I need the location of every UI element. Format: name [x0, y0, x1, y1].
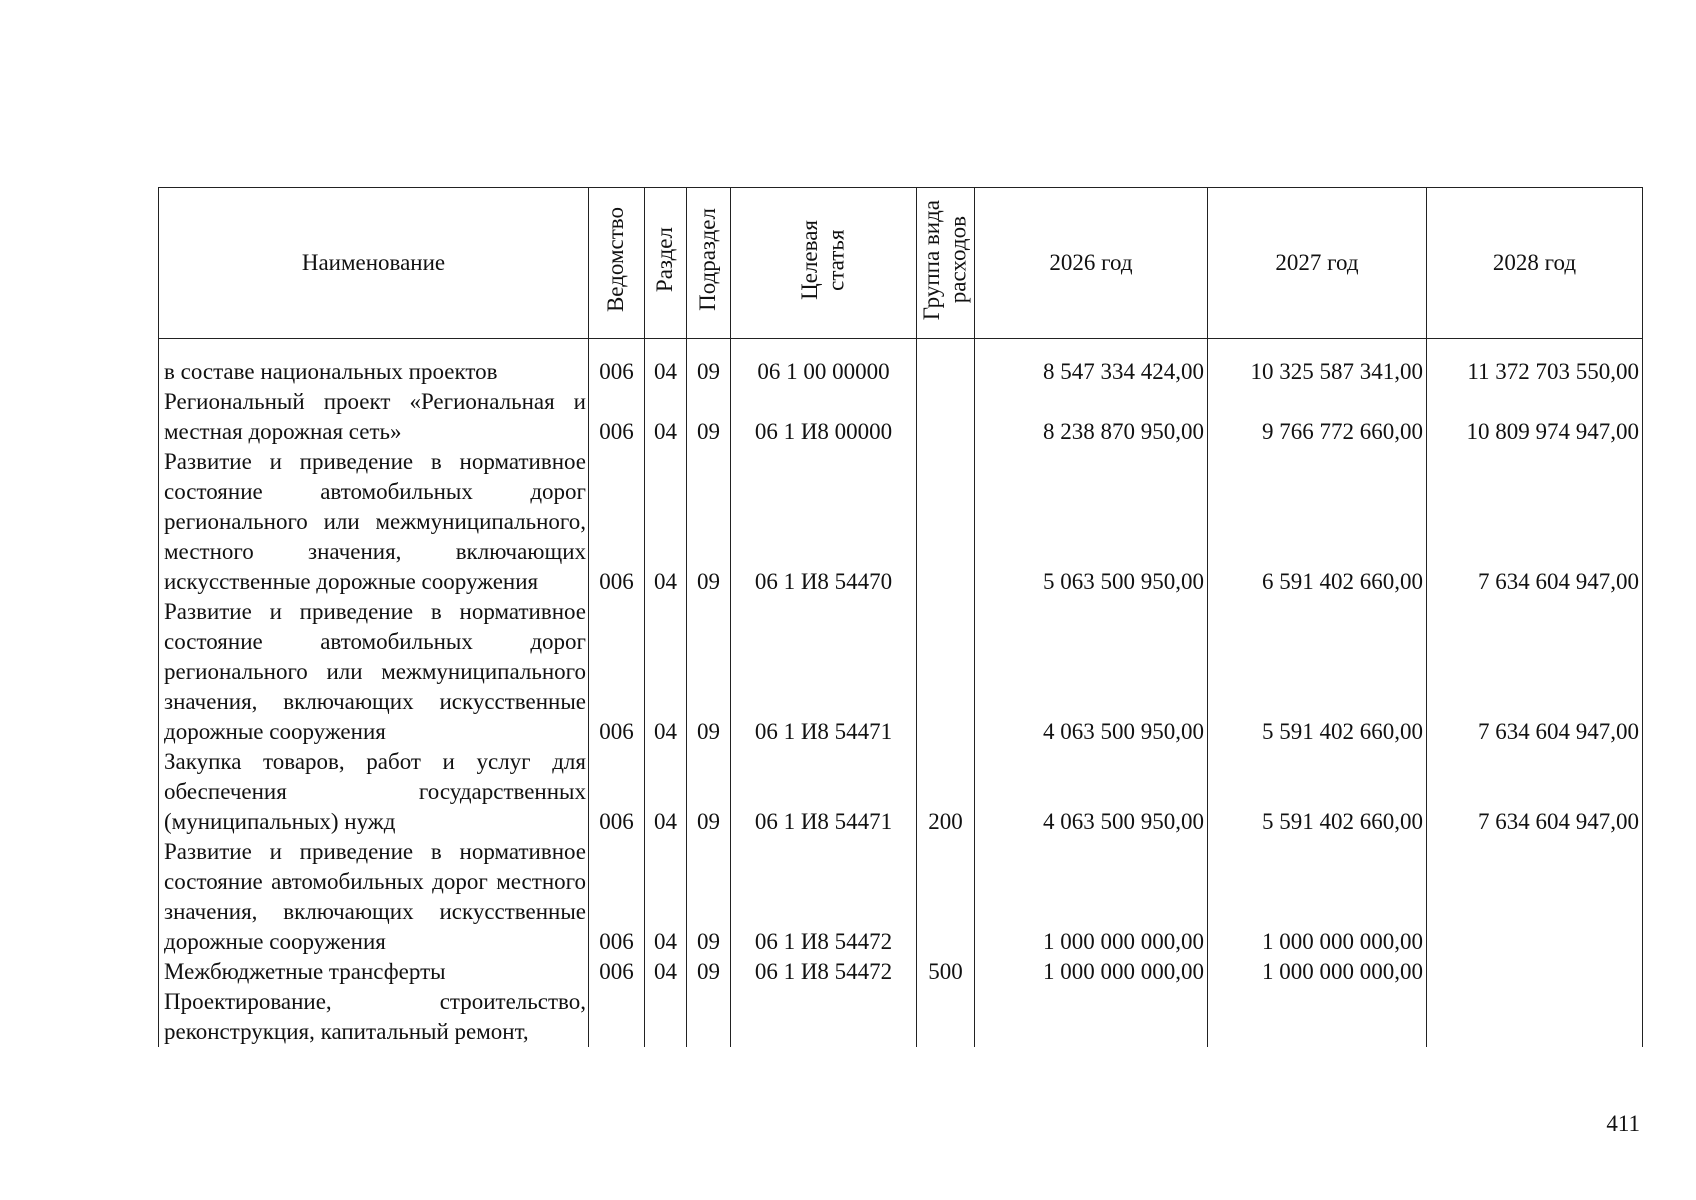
- cell-section: 04: [645, 447, 687, 597]
- cell-department: 006: [589, 597, 645, 747]
- cell-name: Развитие и приведение в нормативное состояние автомобильных дорог регионального или межмуниципального, местного значения, включающих искусственные дорожные сооружения: [159, 447, 589, 597]
- header-subsection: Подраздел: [687, 188, 731, 339]
- table-row: [159, 387, 1643, 447]
- cell-amount-2026: 4 063 500 950,00: [975, 597, 1208, 747]
- cell-target-article: 06 1 И8 54471: [731, 747, 917, 837]
- header-expense-group-line1: Группа вида: [919, 199, 945, 320]
- header-row: [159, 188, 1643, 339]
- cell-section: 04: [645, 597, 687, 747]
- cell-amount-2028: [1427, 957, 1643, 987]
- cell-expense-group: [917, 987, 975, 1047]
- cell-amount-2027: 5 591 402 660,00: [1208, 597, 1427, 747]
- header-target-article-line1: Целевая: [797, 219, 823, 300]
- cell-subsection: 09: [687, 957, 731, 987]
- cell-department: 006: [589, 957, 645, 987]
- table-row: [159, 837, 1643, 957]
- table-row: [159, 447, 1643, 597]
- budget-table: [158, 187, 1643, 1047]
- cell-subsection: 09: [687, 597, 731, 747]
- cell-amount-2027: 10 325 587 341,00: [1208, 339, 1427, 388]
- cell-amount-2026: 1 000 000 000,00: [975, 837, 1208, 957]
- cell-amount-2028: [1427, 987, 1643, 1047]
- cell-amount-2027: 5 591 402 660,00: [1208, 747, 1427, 837]
- cell-target-article: 06 1 И8 54471: [731, 597, 917, 747]
- cell-expense-group: [917, 837, 975, 957]
- header-year-2027: 2027 год: [1208, 188, 1427, 339]
- cell-amount-2028: 7 634 604 947,00: [1427, 747, 1643, 837]
- cell-amount-2026: 5 063 500 950,00: [975, 447, 1208, 597]
- cell-target-article: 06 1 00 00000: [731, 339, 917, 388]
- cell-department: 006: [589, 837, 645, 957]
- cell-section: [645, 987, 687, 1047]
- cell-target-article: 06 1 И8 54472: [731, 837, 917, 957]
- cell-expense-group: [917, 339, 975, 388]
- table-row: [159, 339, 1643, 388]
- cell-amount-2026: 8 547 334 424,00: [975, 339, 1208, 388]
- cell-amount-2026: 8 238 870 950,00: [975, 387, 1208, 447]
- header-target-article-line2: статья: [823, 229, 849, 291]
- cell-department: 006: [589, 387, 645, 447]
- table-body: [159, 339, 1643, 1048]
- cell-amount-2028: 7 634 604 947,00: [1427, 447, 1643, 597]
- table-row: [159, 747, 1643, 837]
- cell-department: 006: [589, 747, 645, 837]
- cell-department: 006: [589, 339, 645, 388]
- cell-section: 04: [645, 837, 687, 957]
- cell-name: Развитие и приведение в нормативное состояние автомобильных дорог местного значения, включающих искусственные дорожные сооружения: [159, 837, 589, 957]
- header-year-2028: 2028 год: [1427, 188, 1643, 339]
- cell-section: 04: [645, 747, 687, 837]
- cell-amount-2027: 1 000 000 000,00: [1208, 957, 1427, 987]
- header-expense-group-line2: расходов: [945, 216, 971, 304]
- cell-target-article: 06 1 И8 54472: [731, 957, 917, 987]
- cell-subsection: 09: [687, 747, 731, 837]
- cell-amount-2026: 1 000 000 000,00: [975, 957, 1208, 987]
- header-expense-group: [917, 188, 975, 339]
- cell-subsection: 09: [687, 447, 731, 597]
- cell-subsection: [687, 987, 731, 1047]
- header-section: Раздел: [645, 188, 687, 339]
- header-target-article: [731, 188, 917, 339]
- cell-subsection: 09: [687, 837, 731, 957]
- cell-expense-group: 500: [917, 957, 975, 987]
- table-row: [159, 597, 1643, 747]
- cell-subsection: 09: [687, 387, 731, 447]
- cell-expense-group: [917, 387, 975, 447]
- cell-amount-2028: 11 372 703 550,00: [1427, 339, 1643, 388]
- cell-name: Закупка товаров, работ и услуг для обеспечения государственных (муниципальных) нужд: [159, 747, 589, 837]
- cell-name: Развитие и приведение в нормативное состояние автомобильных дорог регионального или межмуниципального значения, включающих искусственные дорожные сооружения: [159, 597, 589, 747]
- cell-name: в составе национальных проектов: [159, 339, 589, 388]
- page-number: 411: [1606, 1111, 1640, 1136]
- cell-amount-2028: 7 634 604 947,00: [1427, 597, 1643, 747]
- cell-target-article: [731, 987, 917, 1047]
- cell-name: Региональный проект «Региональная и местная дорожная сеть»: [159, 387, 589, 447]
- cell-expense-group: 200: [917, 747, 975, 837]
- cell-section: 04: [645, 957, 687, 987]
- header-name: Наименование: [159, 188, 589, 339]
- table-row: [159, 987, 1643, 1047]
- table-row: [159, 957, 1643, 987]
- cell-name: Межбюджетные трансферты: [159, 957, 589, 987]
- header-year-2026: 2026 год: [975, 188, 1208, 339]
- cell-amount-2027: 6 591 402 660,00: [1208, 447, 1427, 597]
- cell-amount-2026: [975, 987, 1208, 1047]
- cell-target-article: 06 1 И8 00000: [731, 387, 917, 447]
- cell-amount-2027: [1208, 987, 1427, 1047]
- cell-name: Проектирование, строительство, реконструкция, капитальный ремонт,: [159, 987, 589, 1047]
- cell-expense-group: [917, 597, 975, 747]
- cell-section: 04: [645, 387, 687, 447]
- cell-expense-group: [917, 447, 975, 597]
- cell-amount-2028: [1427, 837, 1643, 957]
- cell-subsection: 09: [687, 339, 731, 388]
- cell-department: [589, 987, 645, 1047]
- cell-department: 006: [589, 447, 645, 597]
- cell-section: 04: [645, 339, 687, 388]
- cell-amount-2026: 4 063 500 950,00: [975, 747, 1208, 837]
- cell-amount-2027: 9 766 772 660,00: [1208, 387, 1427, 447]
- cell-amount-2028: 10 809 974 947,00: [1427, 387, 1643, 447]
- header-department: Ведомство: [589, 188, 645, 339]
- cell-amount-2027: 1 000 000 000,00: [1208, 837, 1427, 957]
- cell-target-article: 06 1 И8 54470: [731, 447, 917, 597]
